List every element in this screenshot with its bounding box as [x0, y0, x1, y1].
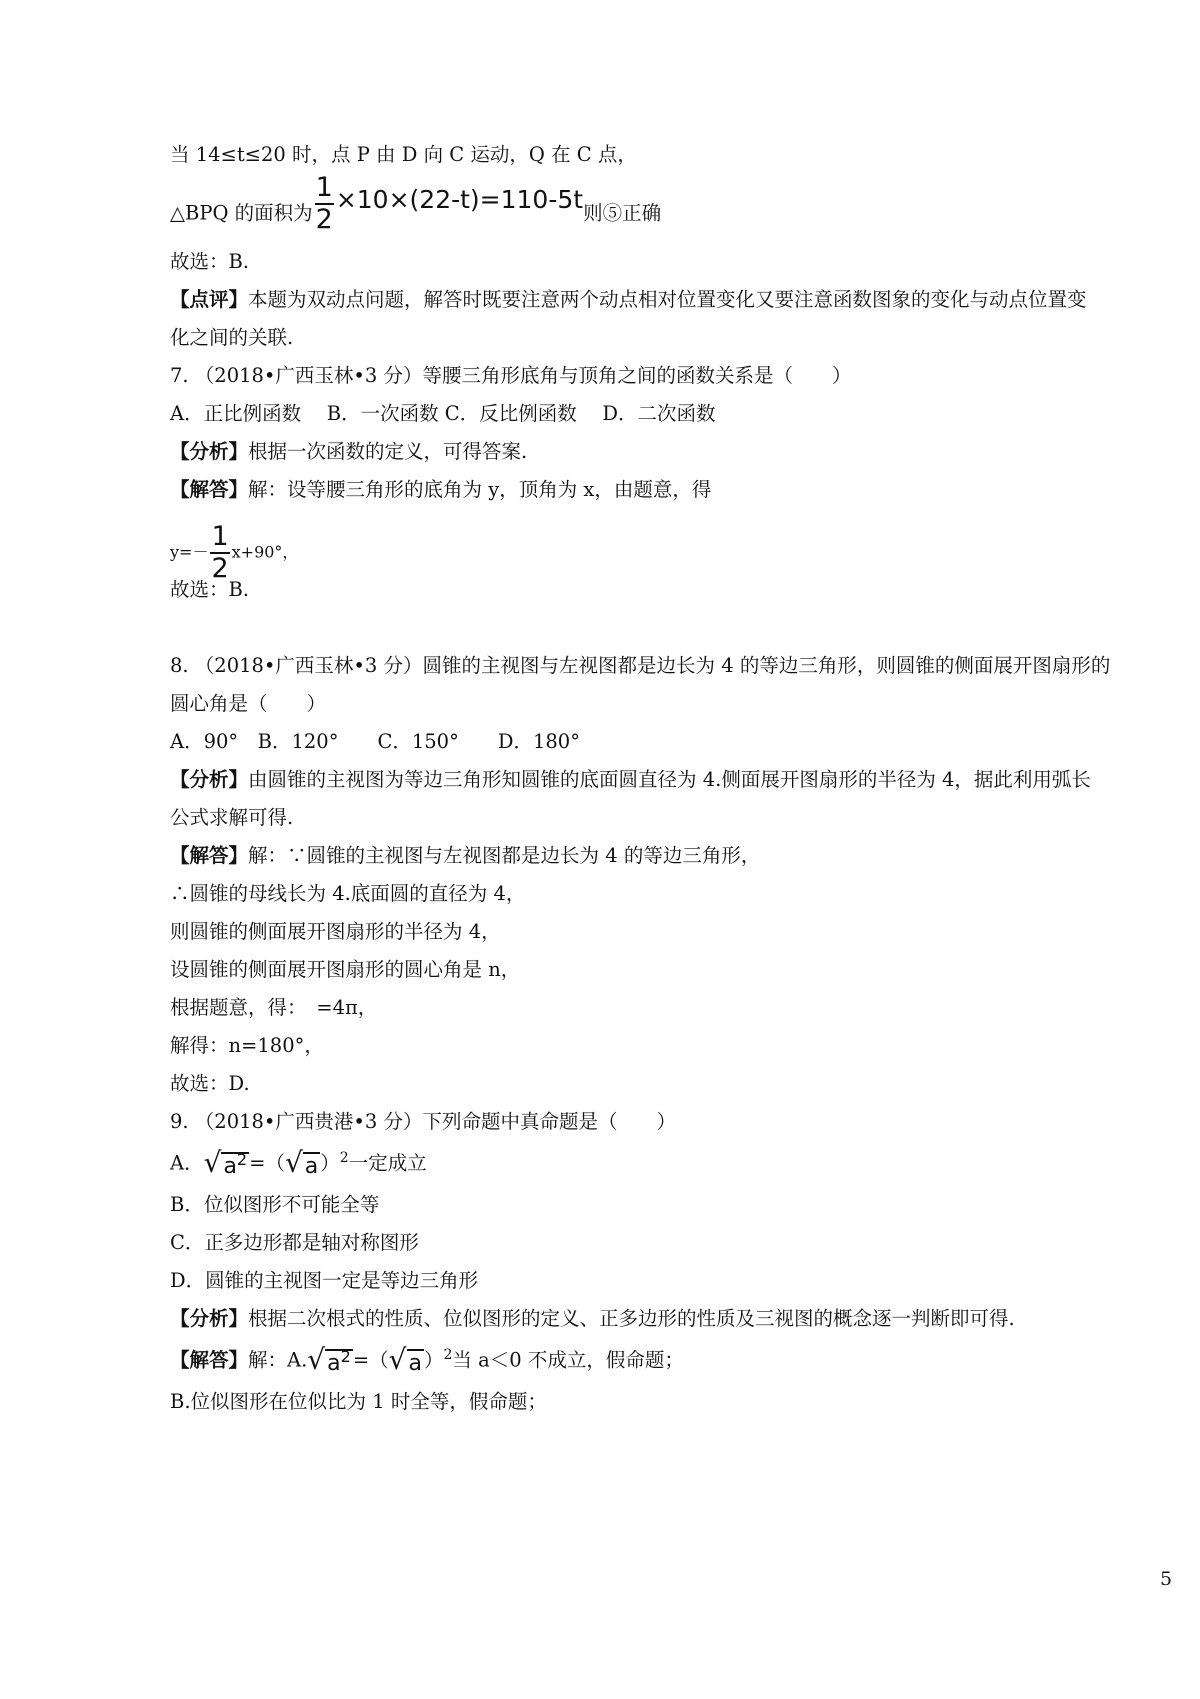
fraction-denominator: 2: [315, 204, 333, 235]
question-9: 9. （2018•广西贵港•3 分）下列命题中真命题是（ ）: [170, 1110, 677, 1133]
question-8: 8. （2018•广西玉林•3 分）圆锥的主视图与左视图都是边长为 4 的等边三角形，则圆锥的侧面展开图扇形的: [170, 654, 1111, 677]
radicand: a: [304, 1154, 319, 1179]
text-line: B.位似图形在位似比为 1 时全等，假命题；: [170, 1390, 547, 1413]
text-fragment: 一定成立: [348, 1151, 427, 1175]
square-root: √ $a^2$: [203, 1145, 248, 1179]
radicand: a: [408, 1351, 422, 1376]
analysis-line: [170, 766, 1091, 794]
text-fragment: ）: [320, 1151, 340, 1175]
exponent: 2: [339, 1150, 349, 1166]
text-fragment: =（: [249, 1151, 285, 1175]
exponent: 2: [443, 1347, 453, 1363]
answer-line: [170, 842, 760, 870]
equation-suffix: x+90°，: [231, 542, 299, 562]
analysis-line: [170, 1305, 1015, 1333]
text-line: 故选：B.: [170, 250, 250, 273]
text-fragment: 则⑤正确: [583, 201, 662, 225]
text-fragment: =（: [352, 1348, 389, 1372]
page-number: 5: [1160, 1568, 1173, 1590]
exponent: 2: [340, 1346, 351, 1366]
answer-tag: 【解答】: [170, 844, 249, 867]
text-line-area-formula: [170, 172, 662, 245]
answer-line: [170, 476, 711, 504]
text-fragment: ）: [423, 1348, 444, 1372]
exponent: 2: [236, 1149, 248, 1169]
text-line: 故选：B.: [170, 578, 250, 601]
text-line: 则圆锥的侧面展开图扇形的半径为 4，: [170, 920, 501, 943]
answer-tag: 【解答】: [170, 1348, 249, 1372]
question-9-option-d: D．圆锥的主视图一定是等边三角形: [170, 1269, 479, 1292]
text-line: 化之间的关联.: [170, 326, 294, 349]
text-fragment: △BPQ 的面积为: [170, 201, 313, 225]
text-line: 当 14≤t≤20 时，点 P 由 D 向 C 运动，Q 在 C 点，: [170, 143, 637, 166]
question-9-option-b: B．位似图形不可能全等: [170, 1193, 380, 1216]
answer-text: 解：∵圆锥的主视图与左视图都是边长为 4 的等边三角形，: [248, 844, 761, 867]
square-root: √ a: [284, 1146, 319, 1179]
radicand: a: [327, 1350, 341, 1376]
answer-tag: 【解答】: [170, 478, 249, 501]
square-root: √ $a^2$: [307, 1342, 351, 1376]
text-line: 故选：D.: [170, 1072, 250, 1095]
question-8-options: A．90° B．120° C．150° D．180°: [170, 730, 580, 753]
fraction-denominator: 2: [211, 553, 229, 584]
analysis-tag: 【分析】: [170, 768, 249, 791]
text-line: 解得：n=180°，: [170, 1034, 324, 1057]
comment-tag: 【点评】: [170, 288, 249, 311]
analysis-text: 根据二次根式的性质、位似图形的定义、正多边形的性质及三视图的概念逐一判断即可得.: [248, 1307, 1015, 1330]
question-7: 7. （2018•广西玉林•3 分）等腰三角形底角与顶角之间的函数关系是（ ）: [170, 364, 852, 387]
fraction: [210, 522, 229, 584]
question-9-option-c: C．正多边形都是轴对称图形: [170, 1231, 419, 1254]
text-line: 公式求解可得.: [170, 806, 294, 829]
square-root: √ a: [388, 1343, 422, 1376]
fraction: [315, 173, 334, 235]
text-line: 圆心角是（ ）: [170, 692, 327, 715]
text-line: ∴圆锥的母线长为 4.底面圆的直径为 4，: [170, 882, 526, 905]
answer-line: [170, 1341, 684, 1378]
fraction-numerator: 1: [315, 172, 333, 203]
text-line: 根据题意，得： =4π，: [170, 996, 378, 1019]
text-fragment: 解：A.: [248, 1348, 308, 1372]
question-9-option-a: [170, 1144, 427, 1181]
fraction-numerator: 1: [211, 521, 229, 552]
text-line: 设圆锥的侧面展开图扇形的圆心角是 n，: [170, 958, 521, 981]
analysis-tag: 【分析】: [170, 440, 249, 463]
analysis-line: [170, 438, 527, 466]
comment-line: [170, 286, 1087, 314]
answer-text: 解：设等腰三角形的底角为 y，顶角为 x，由题意，得: [248, 478, 712, 501]
analysis-text: 根据一次函数的定义，可得答案.: [248, 440, 528, 463]
comment-text: 本题为双动点问题，解答时既要注意两个动点相对位置变化又要注意函数图象的变化与动点位置变: [248, 288, 1087, 311]
radicand: a: [223, 1153, 237, 1179]
analysis-text: 由圆锥的主视图为等边三角形知圆锥的底面圆直径为 4.侧面展开图扇形的半径为 4，据此利用弧长: [248, 768, 1091, 791]
analysis-tag: 【分析】: [170, 1307, 249, 1330]
option-label: A．: [170, 1151, 204, 1175]
equation-line: [170, 522, 298, 584]
formula-expression: ×10×(22-t)=110-5t: [335, 184, 584, 214]
text-fragment: 当 a＜0 不成立，假命题；: [452, 1348, 684, 1372]
equation-prefix: y=－: [170, 542, 209, 562]
question-7-options: A．正比例函数 B．一次函数 C．反比例函数 D．二次函数: [170, 402, 716, 425]
